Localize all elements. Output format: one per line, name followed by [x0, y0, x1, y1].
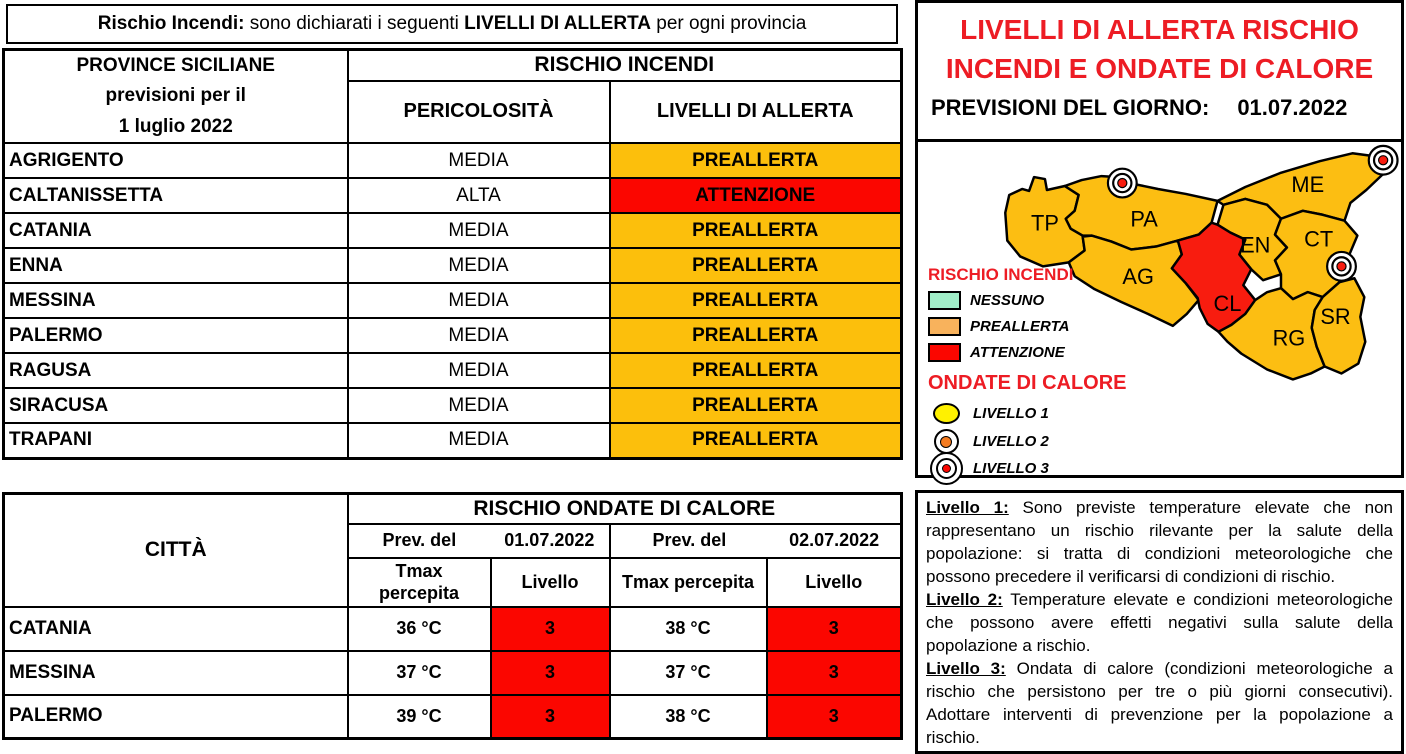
title-section: [918, 3, 1401, 142]
allerta-badge: PREALLERTA: [610, 143, 902, 178]
province-header-line1: PROVINCE SICILIANE: [76, 55, 275, 76]
heat-level-2-icon: [928, 429, 964, 454]
province-name: TRAPANI: [4, 423, 348, 458]
fire-table-row: [4, 423, 902, 458]
heat-level-3-icon: [928, 452, 964, 485]
province-label-tp: TP: [1031, 210, 1059, 236]
city-name: CATANIA: [4, 607, 348, 651]
map-legend: [928, 266, 1158, 479]
heat-marker-palermo: [1108, 169, 1137, 198]
heat-legend-title: ONDATE DI CALORE: [928, 371, 1127, 394]
heat-table-body: [4, 607, 902, 739]
livello-value-1: 3: [491, 651, 610, 695]
fire-legend-item: [928, 317, 1158, 337]
allerta-badge: ATTENZIONE: [610, 178, 902, 213]
province-name: ENNA: [4, 248, 348, 283]
province-name: MESSINA: [4, 283, 348, 318]
intro-text-2: per ogni provincia: [651, 13, 807, 34]
province-name: CATANIA: [4, 213, 348, 248]
tmax-value-1: 39 °C: [348, 695, 491, 739]
city-column-header: CITTÀ: [4, 494, 348, 607]
heat-legend-item: [928, 432, 1158, 452]
level-description: Livello 2: Temperature elevate e condizioni meteorologiche che possono avere effetti negativi sulla salute della popolazione a rischio.: [926, 590, 1393, 655]
province-label-ag: AG: [1122, 264, 1154, 290]
tmax-column-header-1: Tmax percepita: [348, 558, 491, 607]
allerta-badge: PREALLERTA: [610, 423, 902, 458]
fire-table-row: [4, 178, 902, 213]
legend-label: ATTENZIONE: [970, 344, 1065, 362]
heat-legend-items: [928, 404, 1158, 479]
allerta-badge: PREALLERTA: [610, 283, 902, 318]
pericolosita-value: ALTA: [348, 178, 610, 213]
forecast-day-date: 01.07.2022: [1237, 95, 1348, 121]
province-name: PALERMO: [4, 318, 348, 353]
pericolosita-value: MEDIA: [348, 283, 610, 318]
legend-swatch: [928, 291, 961, 310]
allerta-badge: PREALLERTA: [610, 353, 902, 388]
forecast-day-label: PREVISIONI DEL GIORNO:: [931, 95, 1210, 121]
province-label-pa: PA: [1130, 206, 1158, 232]
level-descriptions-panel: [915, 490, 1404, 754]
fire-legend-item: [928, 291, 1158, 311]
forecast-2-header: [610, 524, 902, 558]
heat-legend-item: [928, 459, 1158, 479]
livello-value-2: 3: [767, 651, 902, 695]
fire-risk-table: [2, 48, 903, 460]
pericolosita-value: MEDIA: [348, 143, 610, 178]
province-label-me: ME: [1291, 171, 1325, 197]
fire-legend-title: RISCHIO INCENDI: [928, 265, 1074, 284]
allerta-badge: PREALLERTA: [610, 388, 902, 423]
province-label-rg: RG: [1272, 325, 1306, 351]
forecast-2-date: 02.07.2022: [789, 530, 880, 550]
heat-marker-messina: [1369, 146, 1398, 175]
fire-legend-item: [928, 343, 1158, 363]
legend-label: PREALLERTA: [970, 318, 1070, 336]
allerta-badge: PREALLERTA: [610, 318, 902, 353]
page-title: [918, 11, 1401, 88]
legend-swatch: [928, 343, 961, 362]
right-panel: [915, 0, 1404, 478]
tmax-value-2: 37 °C: [610, 651, 767, 695]
province-name: SIRACUSA: [4, 388, 348, 423]
heat-table-row: [4, 695, 902, 739]
heat-wave-group-header: RISCHIO ONDATE DI CALORE: [348, 494, 902, 524]
province-label-ct: CT: [1304, 226, 1334, 252]
forecast-2-label: Prev. del: [652, 530, 727, 550]
tmax-value-2: 38 °C: [610, 695, 767, 739]
tmax-value-1: 36 °C: [348, 607, 491, 651]
tmax-value-1: 37 °C: [348, 651, 491, 695]
intro-bold-1: Rischio Incendi:: [97, 13, 245, 34]
forecast-day: [918, 95, 1401, 121]
level-label: Livello 3:: [926, 659, 1006, 678]
livello-value-1: 3: [491, 695, 610, 739]
fire-risk-intro: [6, 4, 898, 44]
legend-label: NESSUNO: [970, 292, 1045, 310]
heat-table-row: [4, 651, 902, 695]
city-name: MESSINA: [4, 651, 348, 695]
province-name: CALTANISSETTA: [4, 178, 348, 213]
page-title-line2: INCENDI E ONDATE DI CALORE: [945, 52, 1374, 84]
livello-value-2: 3: [767, 607, 902, 651]
province-header-line2: previsioni per il: [105, 85, 246, 107]
fire-table-row: [4, 318, 902, 353]
province-column-header: [4, 50, 348, 144]
level-label: Livello 1:: [926, 498, 1009, 517]
city-name: PALERMO: [4, 695, 348, 739]
livello-value-2: 3: [767, 695, 902, 739]
allerta-badge: PREALLERTA: [610, 213, 902, 248]
legend-label: LIVELLO 1: [973, 405, 1049, 423]
fire-table-row: [4, 388, 902, 423]
map-section: [918, 142, 1401, 478]
fire-table-row: [4, 248, 902, 283]
livello-column-header-1: Livello: [491, 558, 610, 607]
legend-label: LIVELLO 2: [973, 433, 1049, 451]
heat-table-row: [4, 607, 902, 651]
forecast-1-header: [348, 524, 610, 558]
livello-value-1: 3: [491, 607, 610, 651]
province-label-sr: SR: [1320, 303, 1351, 329]
pericolosita-value: MEDIA: [348, 353, 610, 388]
fire-table-row: [4, 353, 902, 388]
fire-table-row: [4, 143, 902, 178]
heat-legend-item: [928, 404, 1158, 424]
legend-label: LIVELLO 3: [973, 460, 1049, 478]
level-description: Livello 3: Ondata di calore (condizioni meteorologiche a rischio che persistono per tre o più giorni consecutivi). Adottare interventi di prevenzione per la popolazione a rischio.: [926, 659, 1394, 747]
province-label-cl: CL: [1213, 290, 1242, 316]
pericolosita-value: MEDIA: [348, 248, 610, 283]
level-description: Livello 1: Sono previste temperature elevate che non rappresentano un rischio rilevante per la salute della popolazione: si tratta di condizioni meteorologiche che possono precedere il verificarsi di condizioni di rischio.: [926, 498, 1393, 586]
livello-column-header-2: Livello: [767, 558, 902, 607]
fire-table-body: [4, 143, 902, 458]
fire-table-row: [4, 283, 902, 318]
pericolosita-value: MEDIA: [348, 423, 610, 458]
forecast-1-date: 01.07.2022: [504, 530, 595, 550]
tmax-column-header-2: Tmax percepita: [610, 558, 767, 607]
fire-legend-items: [928, 291, 1158, 363]
pericolosita-value: MEDIA: [348, 318, 610, 353]
province-name: AGRIGENTO: [4, 143, 348, 178]
tmax-value-2: 38 °C: [610, 607, 767, 651]
fire-table-row: [4, 213, 902, 248]
province-name: RAGUSA: [4, 353, 348, 388]
fire-risk-group-header: RISCHIO INCENDI: [348, 50, 902, 81]
pericolosita-value: MEDIA: [348, 213, 610, 248]
province-header-line3: 1 luglio 2022: [118, 115, 233, 137]
level-label: Livello 2:: [926, 590, 1003, 609]
heat-level-1-icon: [928, 403, 964, 424]
page-title-line1: LIVELLI DI ALLERTA RISCHIO: [960, 14, 1359, 45]
allerta-column-header: LIVELLI DI ALLERTA: [610, 81, 902, 143]
intro-bold-2: LIVELLI DI ALLERTA: [464, 13, 651, 34]
province-label-en: EN: [1240, 232, 1271, 258]
allerta-badge: PREALLERTA: [610, 248, 902, 283]
forecast-1-label: Prev. del: [382, 530, 457, 550]
pericolosita-value: MEDIA: [348, 388, 610, 423]
pericolosita-column-header: PERICOLOSITÀ: [348, 81, 610, 143]
intro-text-1: sono dichiarati i seguenti: [244, 13, 465, 34]
heat-marker-catania: [1327, 252, 1356, 281]
heat-wave-table: [2, 492, 903, 740]
legend-swatch: [928, 317, 961, 336]
